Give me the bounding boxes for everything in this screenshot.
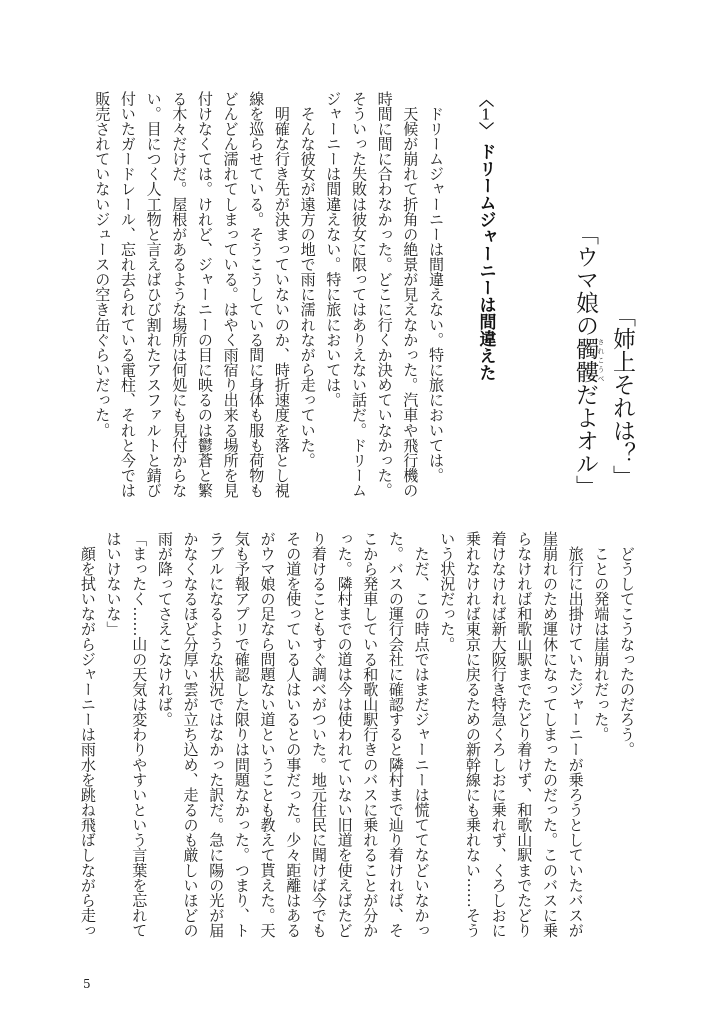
body-text-lower [74, 531, 639, 938]
page-number: 5 [83, 977, 91, 991]
title-ruby [572, 337, 605, 383]
text-line: 崖崩れのため運休になってしまったのだった。このバスに乗 [540, 531, 559, 938]
ruby-reading: されこうべ [597, 337, 605, 383]
text-line: 販売されていないジュースの空き缶ぐらいだった。 [93, 91, 112, 438]
title-line-2 [568, 222, 605, 498]
chapter-bracket-close: 〉 [477, 122, 495, 137]
text-line: 気も予報アプリで確認した限りは問題なかった。つまり、ト [232, 531, 251, 938]
text-line: い。目につく人工物と言えばひび割れたアスファルトと錆び [144, 91, 163, 498]
body-text-upper [89, 91, 448, 498]
text-line: ただ、この時点ではまだジャーニーは慌ててなどいなかっ [412, 531, 431, 938]
text-line: 付いたガードレール、忘れ去られている電柱、それと今では [118, 91, 137, 498]
text-line: 線を巡らせている。そうこうしている間に身体も服も荷物も [247, 91, 266, 498]
text-line: かなくなるほど分厚い雲が立ち込め、走るのも厳しいほどの [181, 531, 200, 938]
text-line: そんな彼女が遠方の地で雨に濡れながら走っていた。 [298, 91, 317, 468]
text-line: こから発車している和歌山駅行きのバスに乗れることが分か [361, 531, 380, 938]
text-line: がウマ娘の足なら問題ない道ということも教えて貰えた。天 [258, 531, 277, 938]
text-line: ラブルになるような状況ではなかった訳だ。急に陽の光が届 [207, 531, 226, 938]
text-line: 明確な行き先が決まっていないのか、時折速度を落とし視 [272, 91, 291, 498]
title-line-1: 「姉上それは？」 [609, 304, 635, 488]
text-line: 付けなくては。けれど、ジャーニーの目に映るのは鬱蒼と繁 [195, 91, 214, 498]
text-line: その道を使っている人はいるとの事だった。少々距離はある [284, 531, 303, 938]
text-line: 着けなければ新大阪行き特急くろしおに乗れず、くろしおに [489, 531, 508, 938]
chapter-number-value: 1 [481, 107, 491, 122]
text-line: 時間に間に合わなかった。どこに行くか決めていなかった。 [375, 91, 394, 498]
text-line: 「まったく……山の天気は変わりやすいという言葉を忘れて [130, 531, 149, 938]
text-line: らなければ和歌山駅までたどり着けず、和歌山駅までたどり [515, 531, 534, 938]
ruby-base: 髑髏 [572, 337, 598, 383]
text-line: はいけないな」 [104, 531, 123, 637]
text-line: り着けることもすぐ調べがついた。地元住民に聞けば今でも [309, 531, 328, 938]
text-line: った。隣村までの道は今は使われていない旧道を使えばたど [335, 531, 354, 938]
text-line: いう状況だった。 [438, 531, 457, 652]
text-line: た。バスの運行会社に確認すると隣村まで辿り着ければ、そ [386, 531, 405, 938]
text-line: そういった失敗は彼女に限ってはありえない話だ。ドリーム [349, 91, 368, 498]
title-line-2-suffix: だよオル」 [572, 383, 598, 498]
text-line: ドリームジャーニーは間違えない。特に旅においては。 [427, 91, 445, 483]
title-line-2-prefix: 「ウマ娘の [572, 222, 598, 337]
chapter-bracket-open: 〈 [477, 92, 495, 107]
text-line: 旅行に出掛けていたジャーニーが乗ろうとしていたバスが [566, 531, 585, 938]
text-line: ジャーニーは間違えない。特に旅においては。 [324, 91, 343, 408]
text-line: 天候が崩れて折角の絶景が見えなかった。汽車や飛行機の [401, 91, 420, 498]
text-line: る木々だけだ。屋根があるような場所は何処にも見付からな [170, 91, 189, 498]
text-line: 雨が降ってさえこなければ。 [155, 531, 174, 727]
text-line: 顔を拭いながらジャーニーは雨水を跳ね飛ばしながら走っ [78, 531, 97, 938]
text-line: どんどん濡れてしまっている。はやく雨宿り出来る場所を見 [221, 91, 240, 498]
story-title [568, 222, 639, 498]
text-line: ことの発端は崖崩れだった。 [592, 531, 611, 742]
chapter-number [477, 92, 494, 137]
text-line: 乗れなければ東京に戻るための新幹線にも乗れない……そう [463, 531, 482, 938]
chapter-title: ドリームジャーニーは間違えた [475, 143, 496, 381]
text-line: どうしてこうなったのだろう。 [618, 531, 636, 758]
